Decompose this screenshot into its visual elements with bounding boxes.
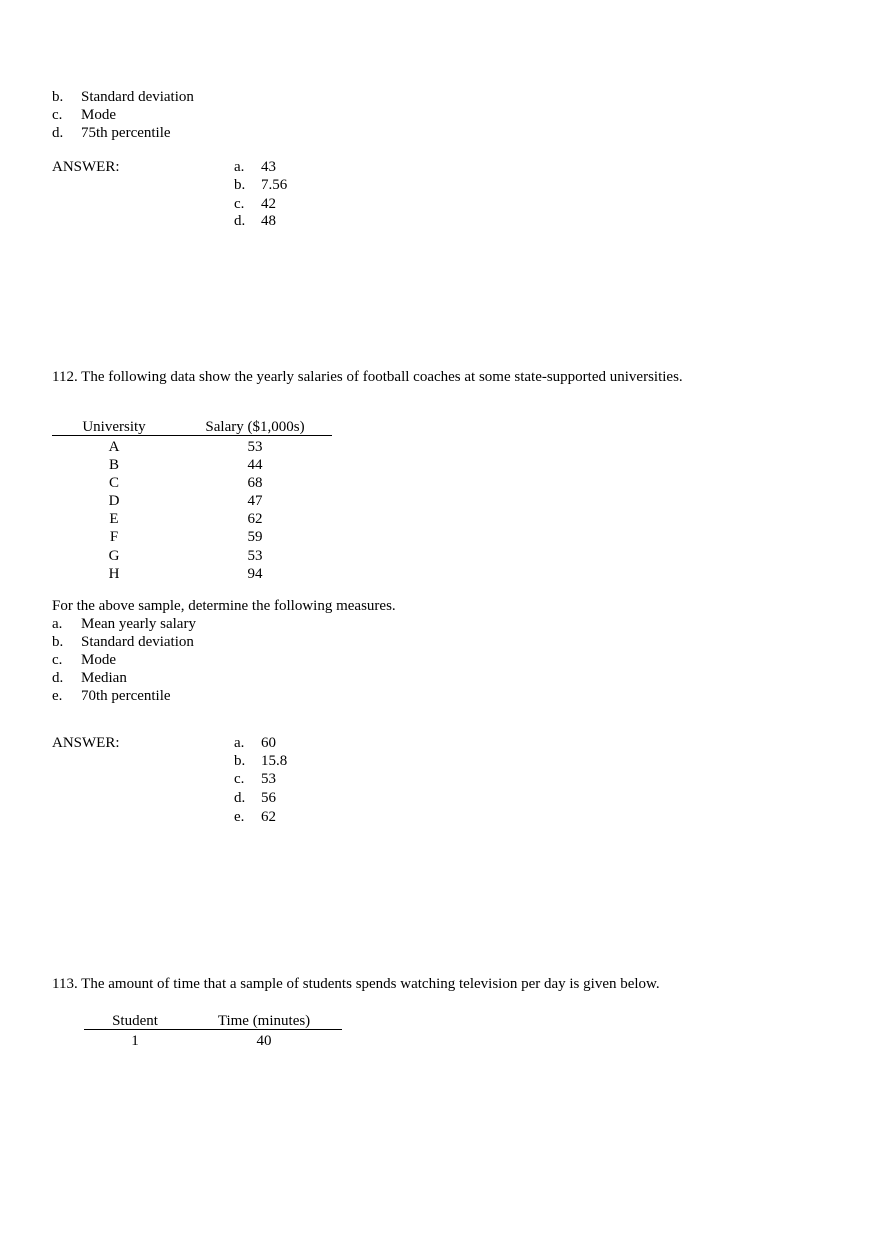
table-cell-university: E: [109, 511, 119, 527]
item-letter: d.: [52, 125, 64, 141]
question-112-prompt: 112. The following data show the yearly salaries of football coaches at some state-supported universities.: [52, 369, 683, 385]
item-letter: b.: [52, 634, 64, 650]
item-text: Mode: [81, 107, 116, 123]
table-cell-salary: 44: [247, 457, 263, 473]
table-cell-time: 40: [256, 1033, 272, 1049]
answer-value: 62: [261, 809, 276, 825]
answer-value: 56: [261, 790, 276, 806]
table-cell-salary: 62: [247, 511, 263, 527]
table-cell-university: D: [108, 493, 120, 509]
answer-value: 53: [261, 771, 276, 787]
table-cell-salary: 53: [247, 548, 263, 564]
answer-letter: e.: [234, 809, 245, 825]
answer-label: ANSWER:: [52, 735, 120, 751]
table-header-time: Time (minutes): [217, 1013, 311, 1029]
item-letter: c.: [52, 107, 63, 123]
table-cell-student: 1: [131, 1033, 139, 1049]
item-letter: d.: [52, 670, 64, 686]
table-cell-university: F: [109, 529, 119, 545]
answer-value: 7.56: [261, 177, 288, 193]
table-cell-university: A: [108, 439, 120, 455]
item-letter: e.: [52, 688, 63, 704]
answer-label: ANSWER:: [52, 159, 120, 175]
table-header-salary: Salary ($1,000s): [205, 419, 305, 435]
table-cell-salary: 47: [247, 493, 263, 509]
answer-value: 60: [261, 735, 276, 751]
item-text: 75th percentile: [81, 125, 171, 141]
table-cell-salary: 94: [247, 566, 263, 582]
question-113-prompt: 113. The amount of time that a sample of students spends watching television per day is given below.: [52, 976, 660, 992]
table-header-rule: [52, 435, 332, 436]
item-letter: a.: [52, 616, 63, 632]
item-text: Mode: [81, 652, 116, 668]
answer-value: 48: [261, 213, 276, 229]
table-cell-salary: 53: [247, 439, 263, 455]
answer-letter: d.: [234, 790, 246, 806]
table-cell-salary: 68: [247, 475, 263, 491]
table-header-rule: [84, 1029, 342, 1030]
item-text: Median: [81, 670, 127, 686]
answer-value: 42: [261, 196, 276, 212]
answer-letter: d.: [234, 213, 246, 229]
answer-value: 15.8: [261, 753, 288, 769]
question-112-instruction: For the above sample, determine the following measures.: [52, 598, 396, 614]
answer-value: 43: [261, 159, 276, 175]
answer-letter: a.: [234, 735, 245, 751]
table-cell-salary: 59: [247, 529, 263, 545]
answer-letter: b.: [234, 177, 246, 193]
answer-letter: a.: [234, 159, 245, 175]
item-letter: c.: [52, 652, 63, 668]
answer-letter: b.: [234, 753, 246, 769]
item-text: Standard deviation: [81, 634, 194, 650]
item-text: 70th percentile: [81, 688, 171, 704]
answer-letter: c.: [234, 196, 245, 212]
item-text: Mean yearly salary: [81, 616, 196, 632]
table-cell-university: G: [108, 548, 120, 564]
table-cell-university: H: [108, 566, 120, 582]
item-text: Standard deviation: [81, 89, 194, 105]
table-header-student: Student: [112, 1013, 158, 1029]
answer-letter: c.: [234, 771, 245, 787]
table-cell-university: B: [108, 457, 119, 473]
table-cell-university: C: [108, 475, 119, 491]
item-letter: b.: [52, 89, 64, 105]
table-header-university: University: [82, 419, 146, 435]
